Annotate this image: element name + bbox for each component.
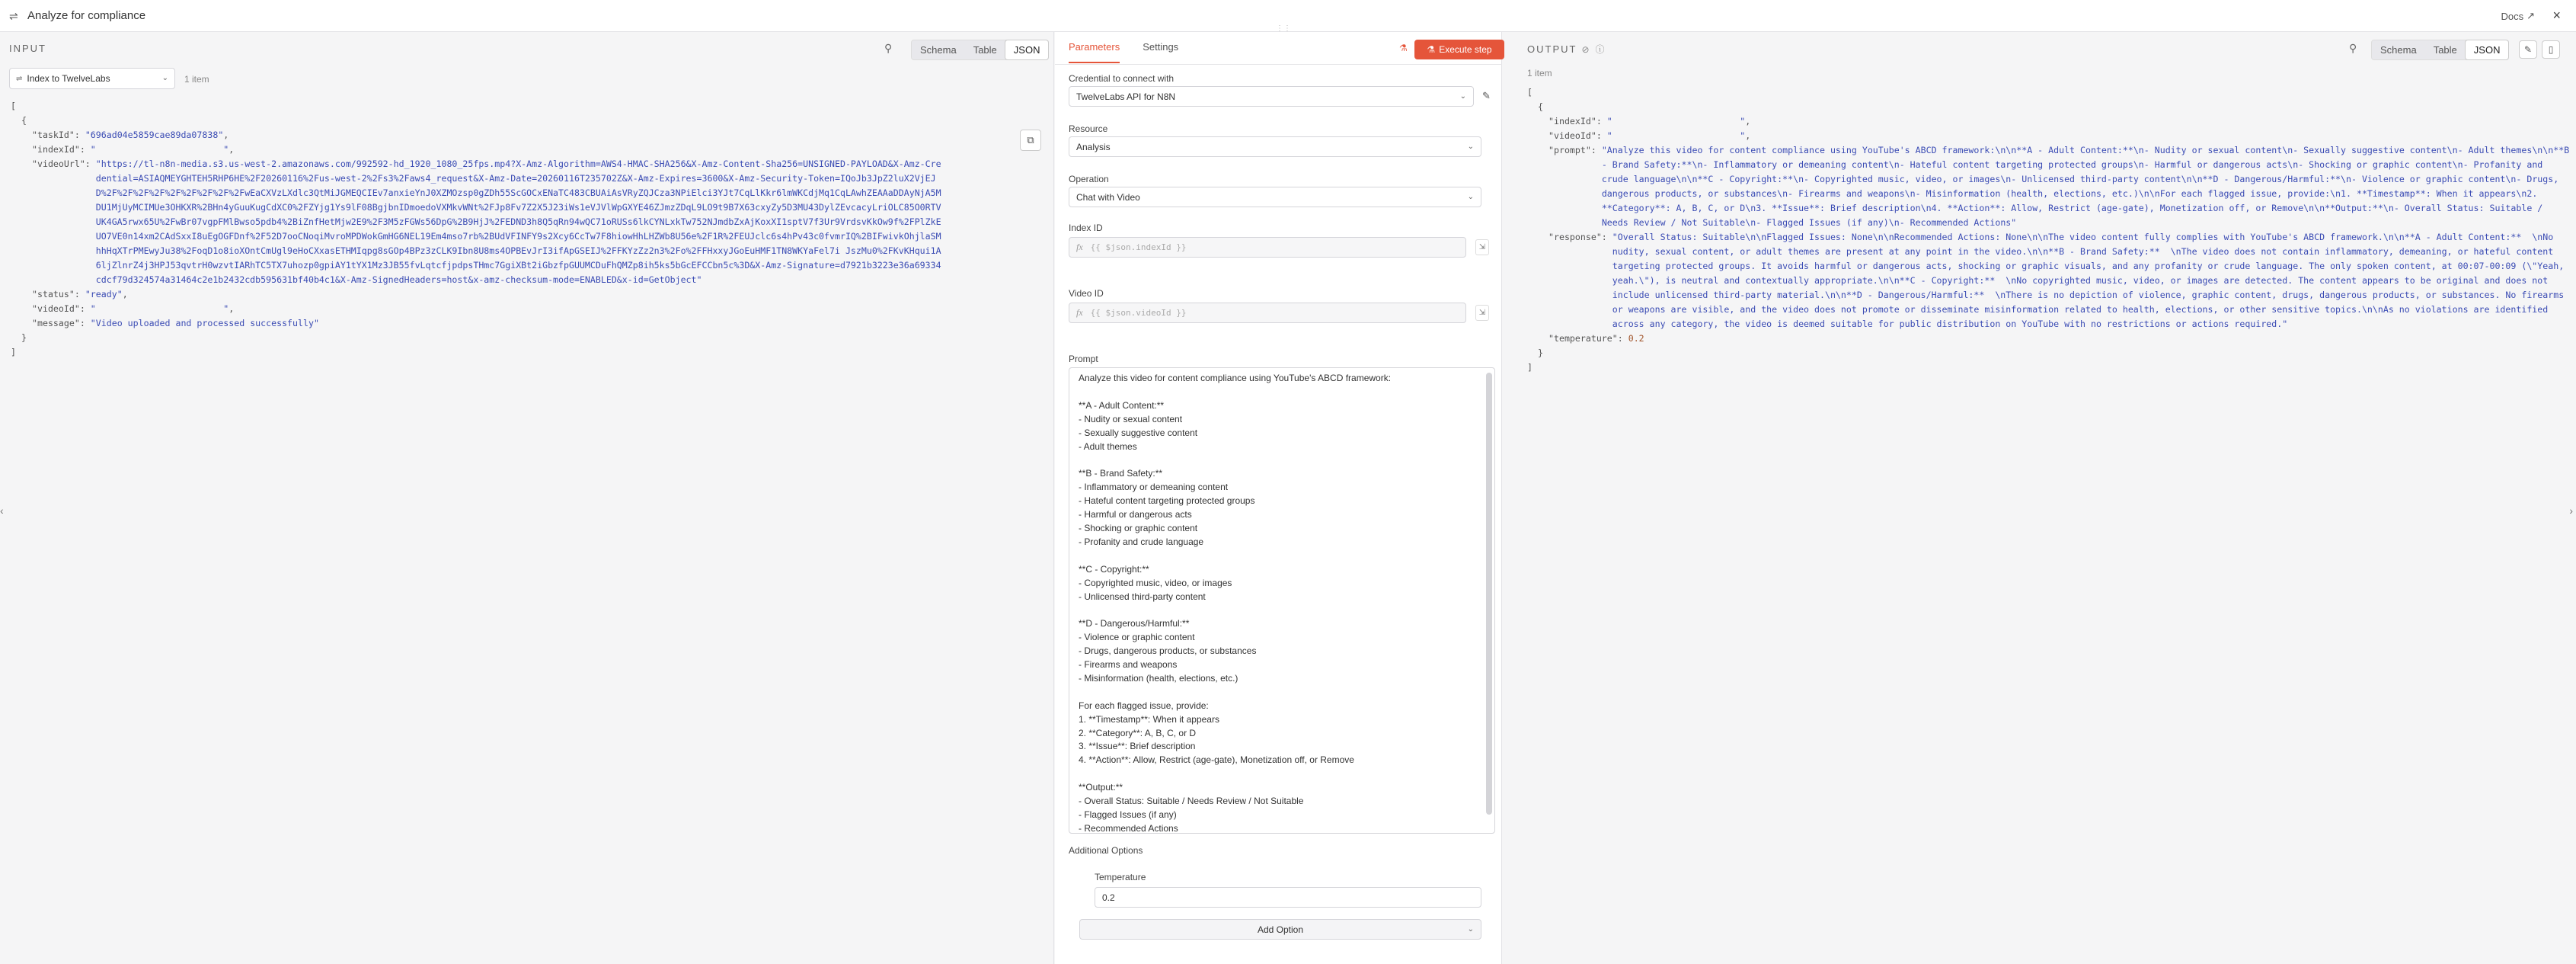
json-row: "videoId": " ", <box>32 303 235 314</box>
json-value-taskid[interactable]: "696ad04e5859cae89da07838" <box>85 130 224 140</box>
execute-step-button[interactable] <box>1414 40 1504 59</box>
json-value-response[interactable]: "Overall Status: Suitable\n\nFlagged Issues: None\n\nRecommended Actions: None\n\nThe video content fully complies with YouTube's ABCD framework.\n\n**A - Adult Content:** \nNo nudity, sexual content, or adult themes are present at any point in the video.\n\n**B - Brand Safety:** \nThe video does not contain inflammatory, demeaning, or hateful content targeting protected groups. It avoids harmful or dangerous acts, shocking or graphic visuals, and any profanity or crude language. The only spoken content, at 00:07-00:09 (\"Yeah, yeah.\"), is neutral and contextually appropriate.\n\n**C - Copyright:** \nNo copyrighted music, video, or images are detected. The content appears to be original and does not include unlicensed third-party material.\n\n**D - Dangerous/Harmful:** \nThere is no depiction of violence, graphic content, drugs, dangerous products, or substances. No firearms or weapons are visible, and the video does not promote or disseminate misinformation related to health, elections, or other sensitive topics.\n\nAs no violations are identified across any category, the video is deemed suitable for public distribution on YouTube with no restrictions or actions required." <box>1612 232 2570 329</box>
tab-json[interactable]: JSON <box>1005 40 1049 59</box>
chevron-down-icon: ⌄ <box>1459 92 1466 101</box>
input-heading: INPUT <box>9 43 46 54</box>
tab-schema[interactable]: Schema <box>920 44 957 56</box>
json-row: "videoId": " ", <box>1548 130 1751 141</box>
json-brace: } <box>1538 347 1543 358</box>
input-json-view <box>11 99 1043 360</box>
tabs-divider <box>1055 64 1502 65</box>
additional-options-label: Additional Options <box>1069 845 1143 856</box>
video-id-label: Video ID <box>1069 288 1104 299</box>
input-node-select[interactable] <box>9 68 175 89</box>
docs-label: Docs <box>2501 10 2524 22</box>
chevron-down-icon: ⌄ <box>161 74 168 82</box>
input-panel <box>0 32 1054 964</box>
json-row: "status": "ready", <box>32 289 128 299</box>
credential-select[interactable] <box>1069 86 1474 107</box>
video-id-expression: {{ $json.videoId }} <box>1090 308 1187 318</box>
json-bracket: [ <box>1527 87 1532 98</box>
node-select-icon: ⇌ <box>16 74 23 83</box>
json-value-videoid[interactable]: " " <box>90 303 229 314</box>
tab-schema[interactable]: Schema <box>2380 44 2417 56</box>
resource-value: Analysis <box>1076 141 1111 152</box>
json-row: "prompt": "Analyze this video for content compliance using YouTube's ABCD framework:\n\n**A - Adult Content:**\n- Nudity or sexual content\n- Sexually suggestive content\n- Adult themes\n\n**B - Brand Safety:**\n- Inflammatory or demeaning content\n- Hateful content targeting protected groups\n- Harmful or dangerous acts\n- Shocking or graphic content\n- Profanity and crude language\n\n**C - Copyright:**\n- Copyrighted music, video, or images\n- Unlicensed third-party content\n\n**D - Dangerous/Harmful:**\n- Violence or graphic content\n- Drugs, dangerous products, or substances\n- Firearms and weapons\n- Misinformation (health, elections, etc.)\n\nFor each flagged issue, provide:\n1. **Timestamp**: When it appears\n2. **Category**: A, B, C, or D\n3. **Issue**: Brief description\n4. **Action**: Allow, Restrict (age-gate), Monetization off, or Remove\n\n**Output:**\n- Overall Status: Suitable / Needs Review / Not Suitable\n- Flagged Issues (if any)\n- Recommended Actions" <box>1527 143 2571 230</box>
json-row: "videoUrl": "https://tl-n8n-media.s3.us-west-2.amazonaws.com/992592-hd_1920_1080_25fps.mp4?X-Amz-Algorithm=AWS4-HMAC-SHA256&X-Amz-Content-Sha256=UNSIGNED-PAYLOAD&X-Amz-Credential=ASIAQMEYGHTEH5RHP6HE%2F20260116%2Fus-west-2%2Fs3%2Faws4_request&X-Amz-Date=20260116T235702Z&X-Amz-Expires=3600&X-Amz-Security-Token=IQoJb3JpZ2luX2VjEJD%2F%2F%2F%2F%2F%2F%2F%2F%2FwEaCXVzLXdlc3QtMiJGMEQCIEv7anxieYnJ0XZMOzsp0gZDh55ScGOCxENaTC483CBUAiAsVRyZQJCza3NPiElci3YJt7CqLlKkr6lmWKCdjMq1CqLAwhZEAAaDDAyNjA5MDU1MjUyMCIMUe3OHKXR%2BHn4yGuuKugCdXC0%2FZYjg1Ys9lF08BgjbnIDmoedoVXMkvWNt%2FJp8Fv7Z2X5J23iWs1eVJVlWpGXYE46ZJmzZDqL9LO9t9B7X63cxyZy5D3MU43DylZEvcacyLriOLC85O0RTVUK4GA5rwx65U%2FwBr07vgpFMlBwso5pdb4%2BiZnfHetMjw2E9%2F3M5zFGWs56DpG%2B9HjJ%2FEDND3h8Q5qRn94wQC71oRUSs6lkCYNLxkTw752NJmdbZxAjKoxXI1sptV7f3Ur9VrdsvKkOw9f%2FPlZkEUO7VE0n14xm2CAdSxxI8uEgOGFDnf%2F52D7ooCNoqiMvroMPDWokGmHG6NEL19Em4mso7rb%2BUdVFINFY9s2Xcy6CcTw7F8hiowHhLHZWb8U56e%2F1R%2FEUJclc6s4hPv43c0fvmrIQ%2BIFwivkOhjlaSMhhHqXTrPMEwyJu38%2FoqD1o8ioXOntCmUgl9eHoCXxasETHMIqpg8sGOp4BPz3zCLK9Ibn8U8ms4OPBEvJrI3ifApGSEIJ%2FFKYzZz2n3%2Fo%2FFHxxyJGoEuHMF1TN8WKYaFel7i JszMu0%2FKvKHqui1A6ljZlnrZ4j3HPJ53qvtrH0wzvtIARhTC5TX7uhozp0gpiAY1tYX1Mz3JB55fvLqtcfjpdpsTHmc7GgiXBt2iGbzfpGUUMCDuFhQMZp8ih5ks5bGcEFCCbn5c%3D&X-Amz-Signature=d7921b3223e36a69334cdcf79d324574a31464c2e1b2432cdb595631bf40b4c1&X-Amz-SignedHeaders=host&x-amz-checksum-mode=ENABLED&x-id=GetObject" <box>11 157 1043 287</box>
json-value-temperature[interactable]: 0.2 <box>1628 333 1644 344</box>
prompt-text: Analyze this video for content compliance using YouTube's ABCD framework: **A - Adult Content:** - Nudity or sexual content - Sexually suggestive content - Adult themes **B - Brand Safety:** - Inflammatory or demeaning content - Hateful content targeting protected groups - Harmful or dangerous acts - Shocking or graphic content - Profanity and crude language **C - Copyright:** - Copyrighted music, video, or images - Unlicensed third-party content **D - Dangerous/Harmful:** - Violence or graphic content - Drugs, dangerous products, or substances - Firearms and weapons - Misinformation (health, elections, etc.) For each flagged issue, provide: 1. **Timestamp**: When it appears 2. **Category**: A, B, C, or D 3. **Issue**: Brief description 4. **Action**: Allow, Restrict (age-gate), Monetization off, or Remove **Output:** - Overall Status: Suitable / Needs Review / Not Suitable - Flagged Issues (if any) - Recommended Actions <box>1079 373 1392 834</box>
input-item-count: 1 item <box>184 74 209 85</box>
temperature-label: Temperature <box>1095 872 1146 882</box>
output-view-tabs <box>2371 40 2509 60</box>
parameters-panel <box>1055 24 1502 964</box>
tab-parameters[interactable]: Parameters <box>1069 41 1120 63</box>
close-icon[interactable]: × <box>2552 8 2561 23</box>
edit-output-icon[interactable]: ✎ <box>2519 40 2537 59</box>
video-id-input[interactable] <box>1069 303 1466 323</box>
copy-icon[interactable]: ⧉ <box>1020 130 1041 151</box>
add-option-label: Add Option <box>1257 924 1304 935</box>
chevron-down-icon: ⌄ <box>1467 193 1474 201</box>
output-actions <box>2519 40 2560 59</box>
json-row: "response": "Overall Status: Suitable\n\nFlagged Issues: None\n\nRecommended Actions: None\n\nThe video content fully complies with YouTube's ABCD framework.\n\n**A - Adult Content:** \nNo nudity, sexual content, or adult themes are present at any point in the video.\n\n**B - Brand Safety:** \nThe video does not contain inflammatory, demeaning, or hateful content targeting protected groups. It avoids harmful or dangerous acts, shocking or graphic visuals, and any profanity or crude language. The only spoken content, at 00:07-00:09 (\"Yeah, yeah.\"), is neutral and contextually appropriate.\n\n**C - Copyright:** \nNo copyrighted music, video, or images are detected. The content appears to be original and does not include unlicensed third-party material.\n\n**D - Dangerous/Harmful:** \nThere is no depiction of violence, graphic content, drugs, dangerous products, or substances. No firearms or weapons are visible, and the video does not promote or disseminate misinformation related to health, elections, or other sensitive topics.\n\nAs no violations are identified across any category, the video is deemed suitable for public distribution on YouTube with no restrictions or actions required." <box>1527 230 2571 331</box>
expand-editor-icon[interactable]: ⇲ <box>1475 239 1489 255</box>
edit-credential-icon[interactable]: ✎ <box>1482 90 1491 101</box>
resource-label: Resource <box>1069 123 1108 134</box>
input-view-tabs <box>911 40 1049 60</box>
info-icon: ⓘ <box>1595 44 1606 55</box>
index-id-expression: {{ $json.indexId }} <box>1090 242 1187 252</box>
json-row: "indexId": " ", <box>1548 116 1751 127</box>
parameter-tabs <box>1069 41 1178 63</box>
add-option-button[interactable] <box>1079 919 1481 940</box>
execute-step-label: Execute step <box>1439 44 1492 55</box>
node-select-value: Index to TwelveLabs <box>27 73 110 84</box>
json-row: "temperature": 0.2 <box>1548 333 1644 344</box>
chevron-down-icon: ⌄ <box>1467 143 1474 151</box>
prompt-scrollbar[interactable] <box>1486 373 1492 815</box>
json-brace: } <box>21 332 27 343</box>
operation-select[interactable] <box>1069 187 1481 207</box>
temperature-input[interactable]: 0.2 <box>1095 887 1481 908</box>
prompt-textarea[interactable] <box>1069 367 1495 834</box>
expression-fx-icon: fx <box>1076 242 1083 252</box>
output-json-view <box>1527 85 2575 375</box>
node-logo-icon: ⇌ <box>9 9 18 22</box>
tab-settings[interactable]: Settings <box>1143 41 1179 53</box>
output-header <box>1527 43 1606 56</box>
json-value-videoid[interactable]: " " <box>1606 130 1746 141</box>
expand-editor-icon[interactable]: ⇲ <box>1475 305 1489 321</box>
json-bracket: ] <box>11 347 16 357</box>
json-brace: { <box>1538 101 1543 112</box>
operation-label: Operation <box>1069 174 1109 184</box>
tab-json[interactable]: JSON <box>2466 40 2509 59</box>
index-id-input[interactable] <box>1069 237 1466 258</box>
docs-link[interactable] <box>2501 10 2535 22</box>
json-row: "indexId": " ", <box>32 144 235 155</box>
output-panel <box>1512 32 2576 964</box>
json-value-videourl[interactable]: "https://tl-n8n-media.s3.us-west-2.amazonaws.com/992592-hd_1920_1080_25fps.mp4?X-Amz-Algorithm=AWS4-HMAC-SHA256&X-Amz-Content-Sha256=UNSIGNED-PAYLOAD&X-Amz-Credential=ASIAQMEYGHTEH5RHP6HE%2F20260116%2Fus-west-2%2Fs3%2Faws4_request&X-Amz-Date=20260116T235702Z&X-Amz-Expires=3600&X-Amz-Security-Token=IQoJb3JpZ2luX2VjEJD%2F%2F%2F%2F%2F%2F%2F%2F%2FwEaCXVzLXdlc3QtMiJGMEQCIEv7anxieYnJ0XZMOzsp0gZDh55ScGOCxENaTC483CBUAiAsVRyZQJCza3NPiElci3YJt7CqLlKkr6lmWKCdjMq1CqLAwhZEAAaDDAyNjA5MDU1MjUyMCIMUe3OHKXR%2BHn4yGuuKugCdXC0%2FZYjg1Ys9lF08BgjbnIDmoedoVXMkvWNt%2FJp8Fv7Z2X5J23iWs1eVJVlWpGXYE46ZJmzZDqL9LO9t9B7X63cxyZy5D3MU43DylZEvcacyLriOLC85O0RTVUK4GA5rwx65U%2FwBr07vgpFMlBwso5pdb4%2BiZnfHetMjw2E9%2F3M5zFGWs56DpG%2B9HjJ%2FEDND3h8Q5qRn94wQC71oRUSs6lkCYNLxkTw752NJmdbZxAjKoxXI1sptV7f3Ur9VrdsvKkOw9f%2FPlZkEUO7VE0n14xm2CAdSxxI8uEgOGFDnf%2F52D7ooCNoqiMvroMPDWokGmHG6NEL19Em4mso7rb%2BUdVFINFY9s2Xcy6CcTw7F8hiowHhLHZWb8U56e%2F1R%2FEUJclc6s4hPv43c0fvmrIQ%2BIFwivkOhjlaSMhhHqXTrPMEwyJu38%2FoqD1o8ioXOntCmUgl9eHoCXxasETHMIqpg8sGOp4BPz3zCLK9Ibn8U8ms4OPBEvJrI3ifApGSEIJ%2FFKYzZz2n3%2Fo%2FFHxxyJGoEuHMF1TN8WKYaFel7i JszMu0%2FKvKHqui1A6ljZlnrZ4j3HPJ53qvtrH0wzvtIARhTC5TX7uhozp0gpiAY1tYX1Mz3JB55fvLqtcfjpdpsTHmc7GgiXBt2iGbzfpGUUMCDuFhQMZp8ih5ks5bGcEFCCbn5c%3D&X-Amz-Signature=d7921b3223e36a69334cdcf79d324574a31464c2e1b2432cdb595631bf40b4c1&X-Amz-SignedHeaders=host&x-amz-checksum-mode=ENABLED&x-id=GetObject" <box>95 159 941 285</box>
external-link-icon: ↗ <box>2526 10 2535 21</box>
collapse-right-icon[interactable]: › <box>2569 504 2573 517</box>
json-bracket: ] <box>1527 362 1532 373</box>
resource-select[interactable] <box>1069 136 1481 157</box>
search-icon[interactable]: ⚲ <box>2349 42 2357 54</box>
json-bracket: [ <box>11 101 16 111</box>
json-row: "taskId": "696ad04e5859cae89da07838", <box>32 130 229 140</box>
node-title[interactable]: Analyze for compliance <box>27 9 146 22</box>
expression-fx-icon: fx <box>1076 307 1083 318</box>
json-value-status[interactable]: "ready" <box>85 289 123 299</box>
chevron-down-icon: ⌄ <box>1467 925 1474 934</box>
json-value-indexid[interactable]: " " <box>1606 116 1746 127</box>
collapse-left-icon[interactable]: ‹ <box>0 504 4 517</box>
json-row: "message": "Video uploaded and processed successfully" <box>32 318 319 328</box>
flask-icon[interactable]: ⚗ <box>1399 43 1408 53</box>
credential-value: TwelveLabs API for N8N <box>1076 91 1176 102</box>
execute-icon: ⚗ <box>1427 44 1436 55</box>
search-icon[interactable]: ⚲ <box>884 42 893 54</box>
json-value-message[interactable]: "Video uploaded and processed successfully" <box>90 318 319 328</box>
success-check-icon: ⊘ <box>1581 43 1591 55</box>
json-brace: { <box>21 115 27 126</box>
tab-table[interactable]: Table <box>973 44 997 56</box>
json-value-indexid[interactable]: " " <box>90 144 229 155</box>
output-item-count: 1 item <box>1527 68 1552 78</box>
pin-data-icon[interactable]: ▯ <box>2542 40 2560 59</box>
credential-label: Credential to connect with <box>1069 73 1175 84</box>
json-value-prompt[interactable]: "Analyze this video for content compliance using YouTube's ABCD framework:\n\n**A - Adult Content:**\n- Nudity or sexual content\n- Sexually suggestive content\n- Adult themes\n\n**B - Brand Safety:**\n- Inflammatory or demeaning content\n- Hateful content targeting protected groups\n- Harmful or dangerous acts\n- Shocking or graphic content\n- Profanity and crude language\n\n**C - Copyright:**\n- Copyrighted music, video, or images\n- Unlicensed third-party content\n\n**D - Dangerous/Harmful:**\n- Violence or graphic content\n- Drugs, dangerous products, or substances\n- Firearms and weapons\n- Misinformation (health, elections, etc.)\n\nFor each flagged issue, provide:\n1. **Timestamp**: When it appears\n2. **Category**: A, B, C, or D\n3. **Issue**: Brief description\n4. **Action**: Allow, Restrict (age-gate), Monetization off, or Remove\n\n**Output:**\n- Overall Status: Suitable / Needs Review / Not Suitable\n- Flagged Issues (if any)\n- Recommended Actions" <box>1601 145 2575 228</box>
prompt-label: Prompt <box>1069 354 1098 364</box>
output-heading: OUTPUT <box>1527 43 1577 55</box>
operation-value: Chat with Video <box>1076 191 1140 203</box>
drag-handle-icon[interactable]: ⋮⋮ <box>1276 24 1291 33</box>
tab-table[interactable]: Table <box>2433 44 2457 56</box>
index-id-label: Index ID <box>1069 223 1103 233</box>
